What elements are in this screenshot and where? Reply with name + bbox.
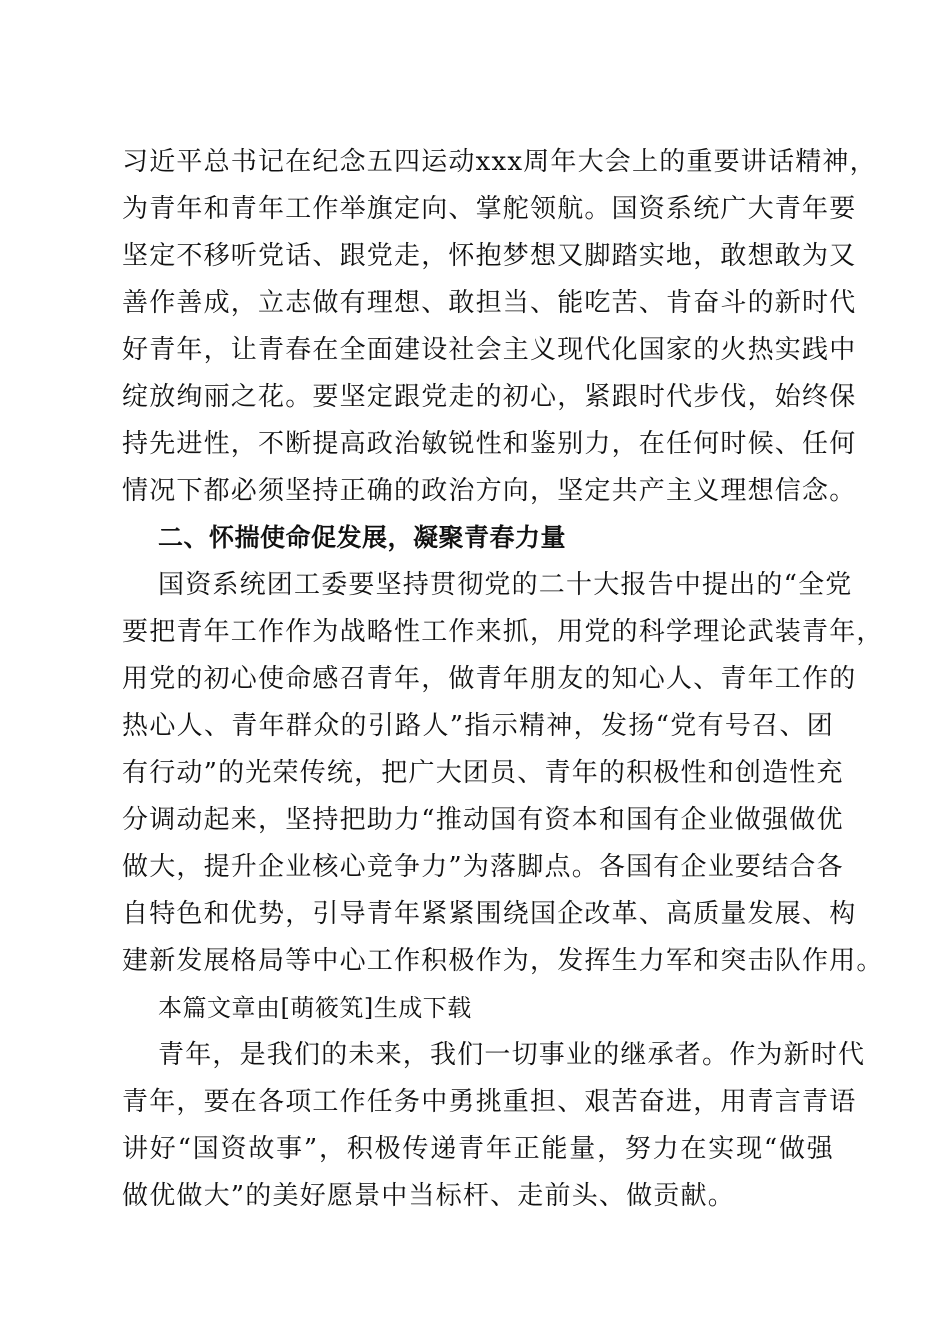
text-line: 习近平总书记在纪念五四运动xxx周年大会上的重要讲话精神，	[122, 147, 877, 177]
text-line: 国资系统团工委要坚持贯彻党的二十大报告中提出的“全党	[158, 570, 853, 600]
text-line: 做大，提升企业核心竞争力”为落脚点。各国有企业要结合各	[122, 852, 844, 882]
text-line: 用党的初心使命感召青年，做青年朋友的知心人、青年工作的	[122, 664, 857, 694]
generated-note: 本篇文章由[萌筱笂]生成下载	[158, 994, 472, 1022]
text-line: 做优做大”的美好愿景中当标杆、走前头、做贡献。	[122, 1181, 735, 1211]
text-line: 要把青年工作作为战略性工作来抓，用党的科学理论武装青年，	[122, 617, 884, 647]
text-line: 自特色和优势，引导青年紧紧围绕国企改革、高质量发展、构	[122, 899, 857, 929]
text-line: 青年，要在各项工作任务中勇挑重担、艰苦奋进，用青言青语	[122, 1087, 857, 1117]
text-line: 有行动”的光荣传统，把广大团员、青年的积极性和创造性充	[122, 758, 844, 788]
section-heading: 二、怀揣使命促发展，凝聚青春力量	[158, 523, 567, 552]
text-line: 热心人、青年群众的引路人”指示精神，发扬“党有号召、团	[122, 711, 834, 741]
text-line: 情况下都必须坚持正确的政治方向，坚定共产主义理想信念。	[122, 476, 857, 506]
text-line: 好青年，让青春在全面建设社会主义现代化国家的火热实践中	[122, 335, 857, 365]
text-line: 持先进性，不断提高政治敏锐性和鉴别力，在任何时候、任何	[122, 429, 857, 459]
text-line: 绽放绚丽之花。要坚定跟党走的初心，紧跟时代步伐，始终保	[122, 382, 857, 412]
text-line: 青年，是我们的未来，我们一切事业的继承者。作为新时代	[158, 1040, 866, 1070]
text-line: 建新发展格局等中心工作积极作为，发挥生力军和突击队作用。	[122, 946, 884, 976]
text-line: 坚定不移听党话、跟党走，怀抱梦想又脚踏实地，敢想敢为又	[122, 241, 857, 271]
text-line: 为青年和青年工作举旗定向、掌舵领航。国资系统广大青年要	[122, 194, 857, 224]
text-line: 分调动起来，坚持把助力“推动国有资本和国有企业做强做优	[122, 805, 844, 835]
text-line: 讲好“国资故事”，积极传递青年正能量，努力在实现“做强	[122, 1134, 834, 1164]
text-line: 善作善成，立志做有理想、敢担当、能吃苦、肯奋斗的新时代	[122, 288, 857, 318]
